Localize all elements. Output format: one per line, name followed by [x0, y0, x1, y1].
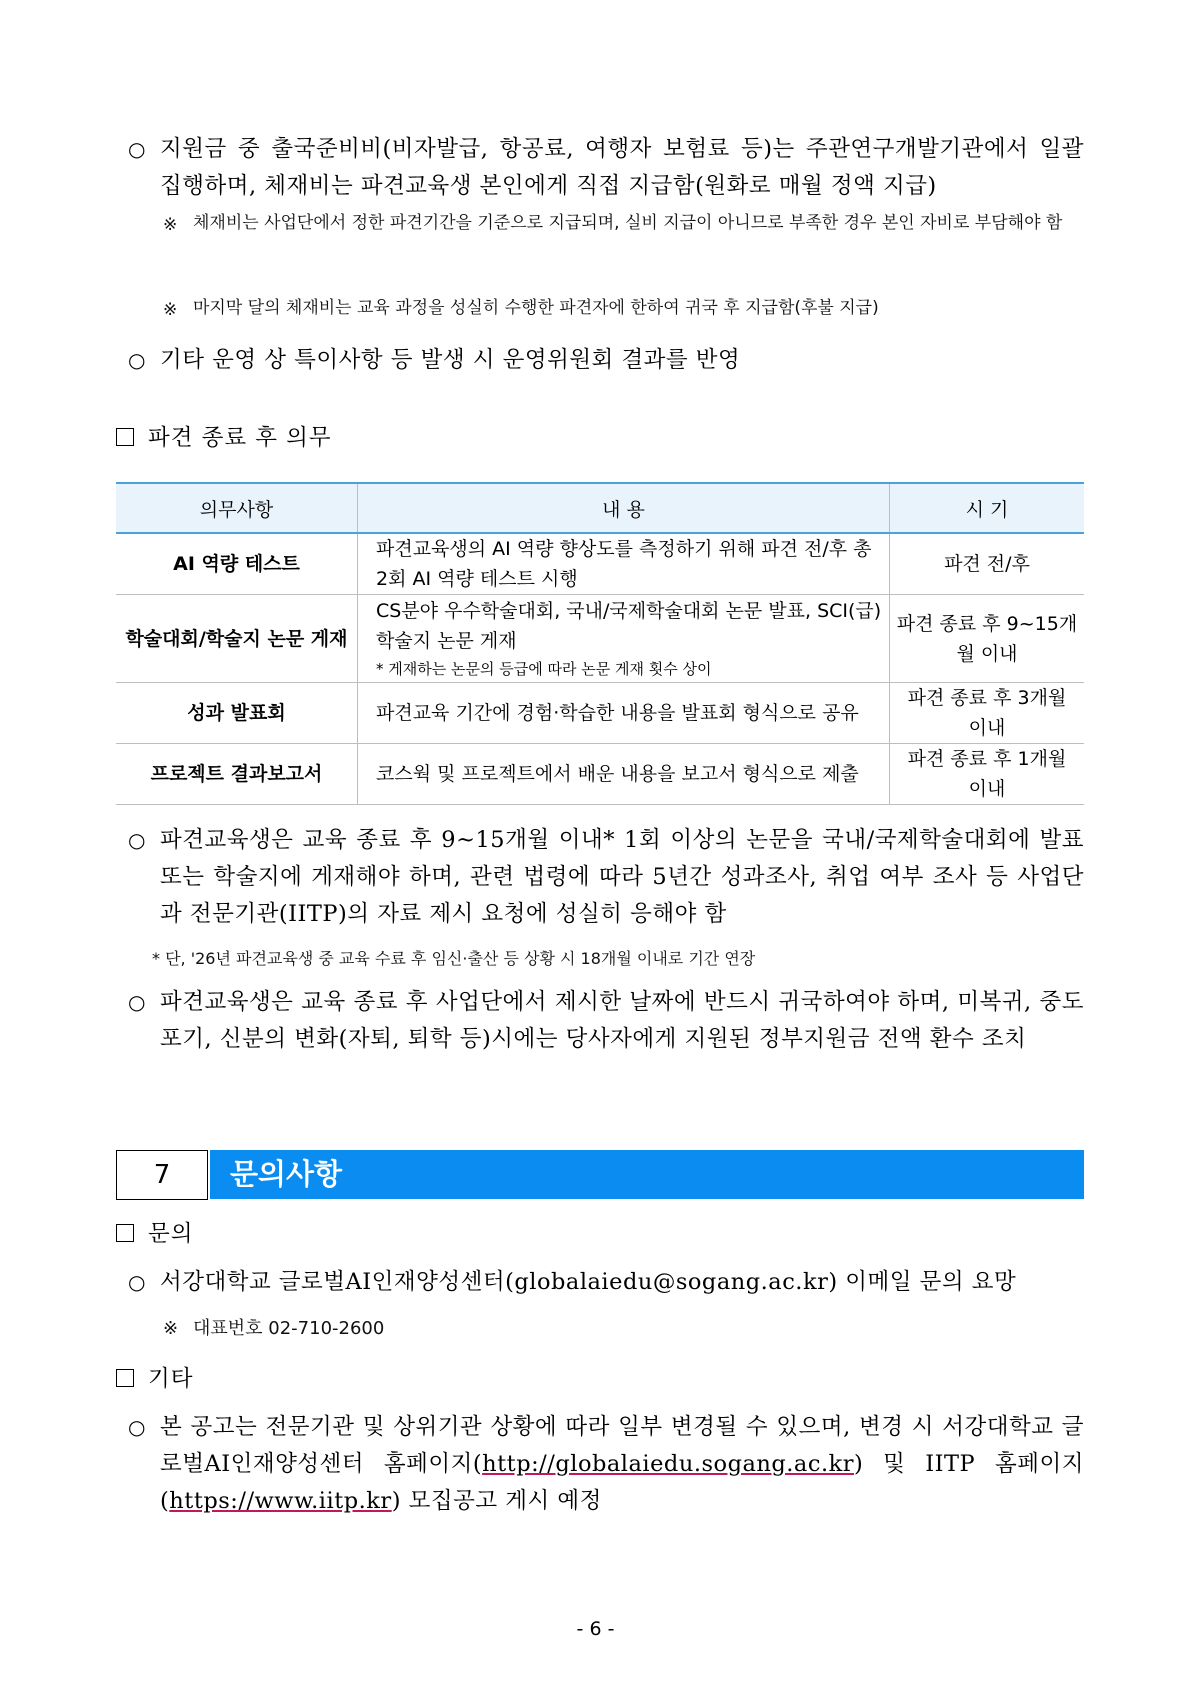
bullet-mark: ○	[128, 137, 146, 161]
inquiry-text: 서강대학교 글로벌AI인재양성센터(globalaiedu@sogang.ac.kr) 이메일 문의 요망	[160, 1269, 1017, 1295]
note-mark: ※	[163, 215, 178, 235]
etc-text-mid: ) 및 IITP 홈페이지(	[160, 1451, 1084, 1514]
duty-item: 학술대회/학술지 논문 게재	[116, 595, 358, 683]
funding-bullet-2	[128, 342, 1084, 379]
duty-item: 프로젝트 결과보고서	[116, 744, 358, 805]
bullet-mark: ○	[128, 990, 146, 1014]
bullet-mark: ○	[128, 348, 146, 372]
duty-table	[116, 482, 1084, 805]
funding-note-1	[163, 208, 1085, 239]
etc-heading-text: 기타	[148, 1366, 194, 1392]
etc-text-post: ) 모집공고 게시 예정	[391, 1488, 602, 1514]
duty-section-heading-text: 파견 종료 후 의무	[148, 425, 332, 451]
checkbox-square-icon	[116, 1224, 134, 1242]
duty-item: 성과 발표회	[116, 683, 358, 744]
duty-timing: 파견 종료 후 1개월 이내	[890, 744, 1085, 805]
duty-timing: 파견 종료 후 3개월 이내	[890, 683, 1085, 744]
duty-content-note: * 게재하는 논문의 등급에 따라 논문 게재 횟수 상이	[376, 659, 712, 678]
duty-content-cell	[358, 595, 890, 683]
checkbox-square-icon	[116, 1369, 134, 1387]
section-number: 7	[116, 1150, 208, 1200]
funding-note-2-text: 마지막 달의 체재비는 교육 과정을 성실히 수행한 파견자에 한하여 귀국 후 지급함(후불 지급)	[193, 298, 879, 318]
section-title: 문의사항	[210, 1150, 1084, 1199]
duty-section-heading	[116, 420, 332, 452]
duty-content: CS분야 우수학술대회, 국내/국제학술대회 논문 발표, SCI(급) 학술지 논문 게재	[376, 599, 882, 652]
duty-bullet-1-text: 파견교육생은 교육 종료 후 9~15개월 이내* 1회 이상의 논문을 국내/국제학술대회에 발표 또는 학술지에 게재해야 하며, 관련 법령에 따라 5년간 성과조사, 취업 여부 조사 등 사업단과 전문기관(IITP)의 자료 제시 요청에 성실히 응해야 함	[160, 827, 1084, 927]
duty-item: AI 역량 테스트	[116, 533, 358, 595]
duty-footnote	[152, 942, 1074, 976]
duty-content: 파견교육생의 AI 역량 향상도를 측정하기 위해 파견 전/후 총 2회 AI 역량 테스트 시행	[358, 533, 890, 595]
etc-text	[160, 1409, 1084, 1520]
bullet-mark: ○	[128, 828, 146, 852]
inquiry-heading	[116, 1216, 193, 1248]
inquiry-heading-text: 문의	[148, 1221, 194, 1247]
etc-heading	[116, 1361, 193, 1393]
funding-note-2	[163, 293, 1085, 324]
phone-note	[163, 1312, 1085, 1346]
duty-table-header: 의무사항	[116, 483, 358, 533]
table-row	[116, 533, 1084, 595]
funding-note-1-text: 체재비는 사업단에서 정한 파견기간을 기준으로 지급되며, 실비 지급이 아니므로 부족한 경우 본인 자비로 부담해야 함	[193, 213, 1063, 233]
note-mark: ※	[163, 300, 178, 320]
table-row	[116, 744, 1084, 805]
duty-table-header: 시 기	[890, 483, 1085, 533]
duty-table-header: 내 용	[358, 483, 890, 533]
iitp-link[interactable]: https://www.iitp.kr	[169, 1488, 392, 1514]
homepage-link[interactable]: http://globalaiedu.sogang.ac.kr	[482, 1451, 854, 1477]
table-row	[116, 595, 1084, 683]
duty-bullet-1	[128, 822, 1084, 933]
duty-content: 파견교육 기간에 경험·학습한 내용을 발표회 형식으로 공유	[358, 683, 890, 744]
duty-content: 코스웍 및 프로젝트에서 배운 내용을 보고서 형식으로 제출	[358, 744, 890, 805]
inquiry-bullet	[128, 1264, 1084, 1301]
funding-bullet-1	[128, 131, 1084, 205]
funding-bullet-1-text: 지원금 중 출국준비비(비자발급, 항공료, 여행자 보험료 등)는 주관연구개발기관에서 일괄 집행하며, 체재비는 파견교육생 본인에게 직접 지급함(원화로 매월 정액 지급)	[160, 136, 1084, 199]
duty-bullet-2-text: 파견교육생은 교육 종료 후 사업단에서 제시한 날짜에 반드시 귀국하여야 하며, 미복귀, 중도 포기, 신분의 변화(자퇴, 퇴학 등)시에는 당사자에게 지원된 정부지원금 전액 환수 조치	[160, 989, 1084, 1052]
note-mark: ※	[163, 1318, 179, 1339]
duty-footnote-text: * 단, '26년 파견교육생 중 교육 수료 후 임신·출산 등 상황 시 18개월 이내로 기간 연장	[152, 949, 756, 968]
phone-text: 대표번호 02-710-2600	[193, 1318, 385, 1339]
etc-bullet	[128, 1409, 1084, 1520]
etc-text-pre: 본 공고는 전문기관 및 상위기관 상황에 따라 일부 변경될 수 있으며, 변경 시 서강대학교 글로벌AI인재양성센터 홈페이지(	[160, 1414, 1084, 1477]
bullet-mark: ○	[128, 1270, 146, 1294]
checkbox-square-icon	[116, 428, 134, 446]
duty-timing: 파견 전/후	[890, 533, 1085, 595]
page-number: - 6 -	[576, 1618, 615, 1640]
duty-timing: 파견 종료 후 9~15개월 이내	[890, 595, 1085, 683]
funding-bullet-2-text: 기타 운영 상 특이사항 등 발생 시 운영위원회 결과를 반영	[160, 347, 741, 373]
duty-bullet-2	[128, 984, 1084, 1058]
table-row	[116, 683, 1084, 744]
duty-table-header-row	[116, 483, 1084, 533]
bullet-mark: ○	[128, 1415, 146, 1439]
